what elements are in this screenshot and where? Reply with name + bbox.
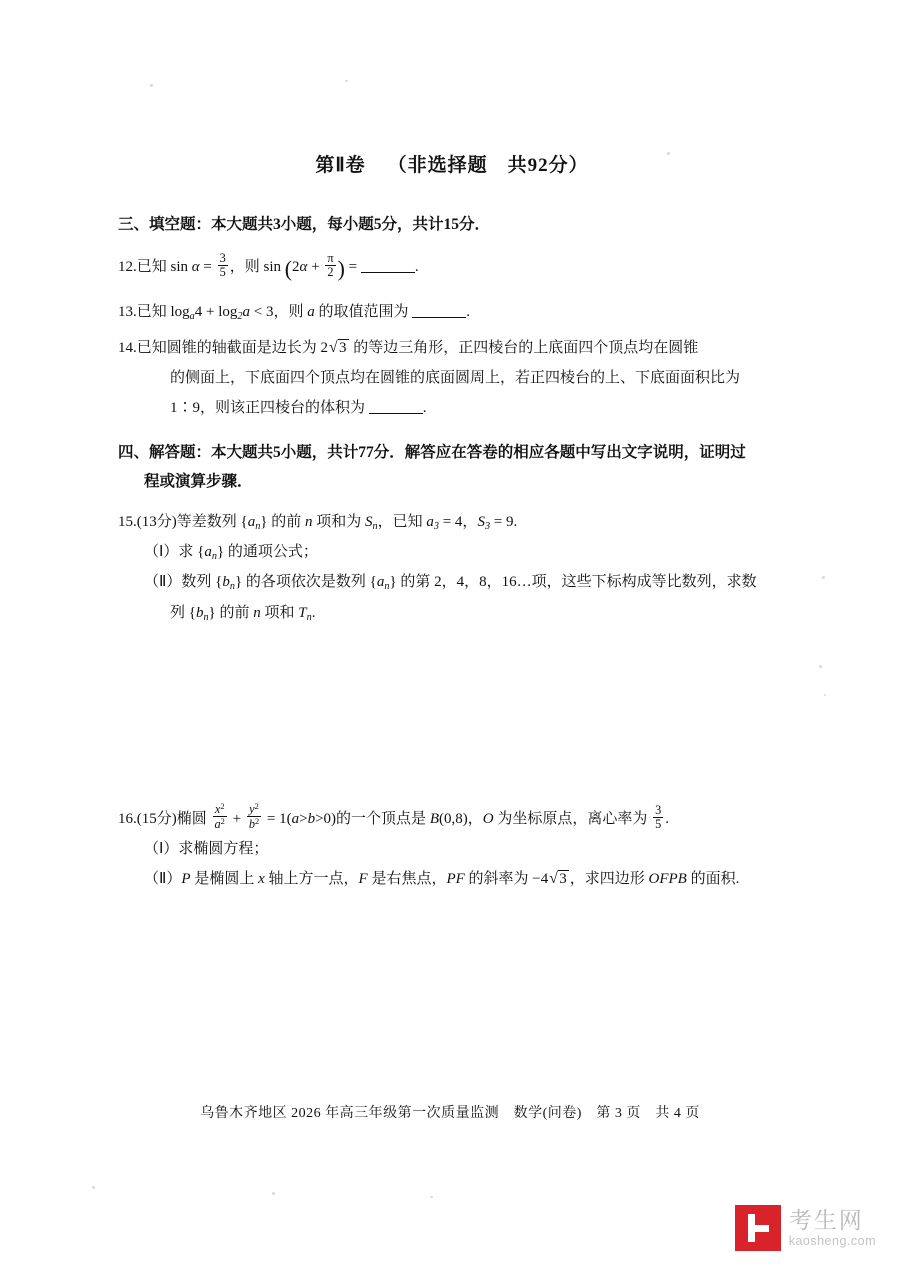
question-12: 12.已知 sin α = $\frac{3}{5}$ ，则 sin (2α + $\frac{\pi}{2}$ ) = . [118, 251, 419, 281]
scan-speck [819, 665, 822, 668]
question-15-part-2: （Ⅱ）数列 $\{b_n\}$ 的各项依次是数列 $\{a_n\}$ 的第 2，4，8，16…项，这些下标构成等比数列，求数 [144, 574, 757, 593]
watermark-brand: 考生网 [788, 1207, 864, 1234]
question-16: 16.(15分)椭圆 $\frac{x^2}{a^2}$ + $\frac{y^2}{b^2}$ = 1(a>b>0)的一个顶点是 B(0,8)，O 为坐标原点，离心率为 $\frac{3}{5}$ . （Ⅰ）求椭圆方程； （Ⅱ）P 是椭圆上 x 轴上方一点，F 是右焦点，PF 的斜率为 −4 √ 3 ，求四边形 OFPB 的面积. [118, 802, 786, 894]
scan-speck [92, 1186, 95, 1189]
section-heading-three: 三、填空题：本大题共3小题，每小题5分，共计15分． [118, 216, 491, 233]
watermark-logo-icon [735, 1205, 781, 1251]
question-15: 15.(13分)等差数列 $\{a_n\}$ 的前 n 项和为 $S_n$，已知 $a_3 = 4$，$S_3 = 9$. （Ⅰ）求 $\{a_n\}$ 的通项公式； （Ⅱ）数列 $\{b_n\}$ 的各项依次是数列 $\{a_n\}$ 的第 2，4，8，16…项，这些下标构成等比数列，求数 列 $\{b_n\}$ 的前 n 项和 $T_n$. [118, 507, 786, 628]
watermark-domain: kaosheng.com [788, 1233, 876, 1248]
question-14: 14.已知圆锥的轴截面是边长为 2 √ 3 的等边三角形，正四棱台的上底面四个顶点均在圆锥 的侧面上，下底面四个顶点均在圆锥的底面圆周上，若正四棱台的上、下底面面积比为 1∶9，则该正四棱台的体积为 . [118, 333, 786, 423]
answer-blank [412, 317, 466, 318]
question-16-part-2: （Ⅱ）P 是椭圆上 x 轴上方一点，F 是右焦点，PF 的斜率为 −4 √ 3 ，求四边形 OFPB 的面积. [118, 864, 786, 894]
question-13: 13.已知 $\log_a4 + \log_2a < 3$，则 a 的取值范围为 . [118, 304, 470, 323]
page-title [118, 150, 786, 177]
scan-speck [345, 80, 348, 82]
document-body [118, 150, 786, 900]
answer-blank [369, 413, 423, 414]
section-heading-four: 四、解答题：本大题共5小题，共计77分．解答应在答卷的相应各题中写出文字说明，证明过 程或演算步骤． [118, 444, 746, 491]
scan-speck [822, 576, 825, 579]
scan-speck [824, 694, 826, 696]
page-footer: 乌鲁木齐地区 2026 年高三年级第一次质量监测 数学(问卷) 第 3 页 共 4 页 [200, 1106, 700, 1121]
answer-blank [361, 272, 415, 273]
question-16-part-1: （Ⅰ）求椭圆方程； [144, 840, 269, 857]
volume-subtitle: （非选择题 共92分） [387, 155, 589, 176]
scan-speck [272, 1192, 275, 1195]
scan-speck [150, 84, 153, 87]
question-15-part-2-cont: 列 $\{b_n\}$ 的前 n 项和 $T_n$. [170, 604, 316, 623]
volume-label: 第Ⅱ卷 [315, 155, 366, 176]
question-15-part-1: （Ⅰ）求 $\{a_n\}$ 的通项公式； [144, 544, 318, 562]
scan-speck [430, 1196, 433, 1198]
watermark [735, 1205, 876, 1251]
